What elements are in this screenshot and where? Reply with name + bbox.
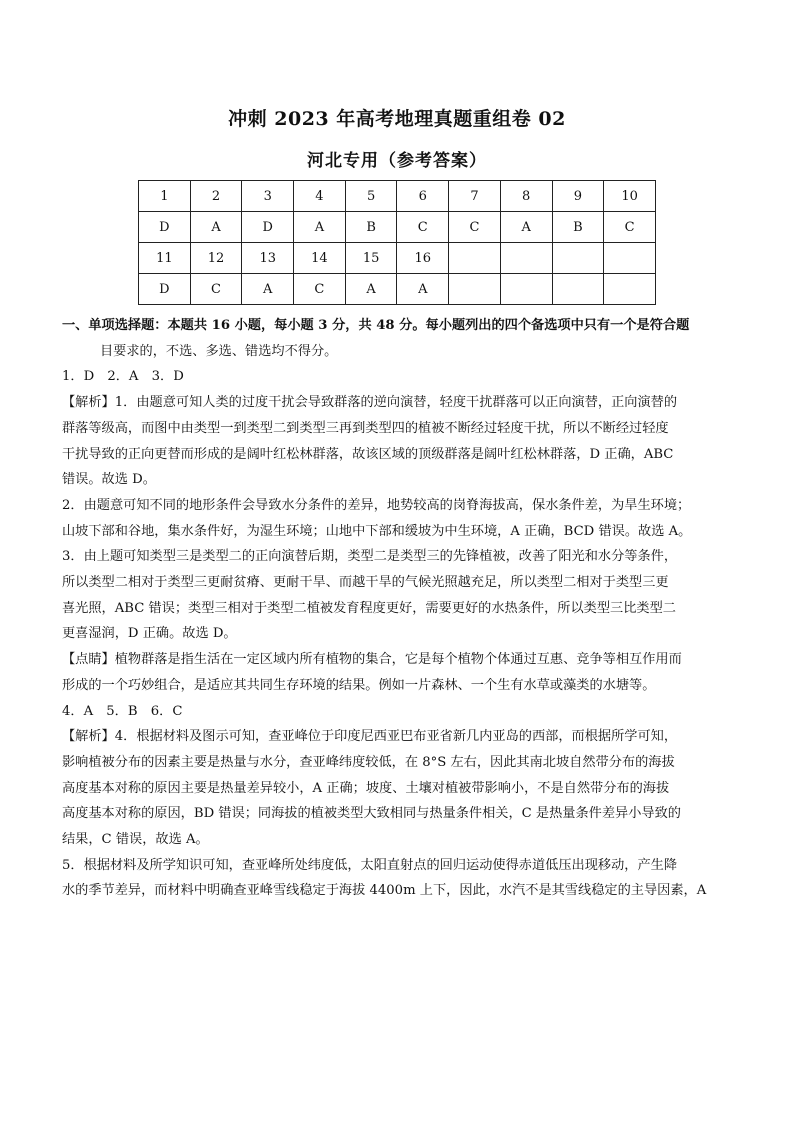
text-line: 5．根据材料及所学知识可知，查亚峰所处纬度低，太阳直射点的回归运动使得赤道低压出现移动，产生降 [62,857,678,873]
answer-body [62,313,774,904]
text-line: 干扰导致的正向更替而形成的是阔叶红松林群落，故该区域的顶级群落是阔叶红松林群落，D 正确，ABC [62,446,674,462]
table-cell: A [242,274,294,305]
table-cell: D [139,274,191,305]
section-heading: 一、单项选择题：本题共 16 小题，每小题 3 分，共 48 分。每小题列出的四个备选项中只有一个是符合题 [62,318,690,333]
answer-lines [62,364,774,904]
table-cell: D [242,212,294,243]
table-cell: B [552,212,604,243]
page-subtitle: 河北专用（参考答案） [307,151,487,171]
table-cell: 9 [552,181,604,212]
page-title: 冲刺 2023 年高考地理真题重组卷 02 [228,108,566,130]
table-cell [604,243,656,274]
text-line: 喜光照，ABC 错误；类型三相对于类型二植被发育程度更好，需要更好的水热条件，所以类型三比类型二 [62,600,676,616]
table-cell: 7 [449,181,501,212]
table-cell: 15 [345,243,397,274]
table-cell: A [345,274,397,305]
table-cell: A [500,212,552,243]
section-heading-cont: 目要求的，不选、多选、错选均不得分。 [100,343,338,359]
table-cell: 11 [139,243,191,274]
table-cell: 2 [190,181,242,212]
text-line: 3．由上题可知类型三是类型二的正向演替后期，类型二是类型三的先锋植被，改善了阳光和水分等条件， [62,549,678,565]
table-cell [552,274,604,305]
text-line: 结果，C 错误，故选 A。 [62,832,209,848]
table-cell [552,243,604,274]
text-line: 影响植被分布的因素主要是热量与水分，查亚峰纬度较低，在 8°S 左右，因此其南北坡自然带分布的海拔 [62,754,675,770]
text-line: 1．D 2．A 3．D [62,369,184,385]
table-row [139,274,656,305]
table-cell: 5 [345,181,397,212]
text-line: 4．A 5．B 6．C [62,703,183,719]
text-line: 错误。故选 D。 [62,472,156,488]
table-cell: 12 [190,243,242,274]
table-cell: C [449,212,501,243]
table-row [139,181,656,212]
table-cell [500,274,552,305]
table-cell: D [139,212,191,243]
table-cell: 13 [242,243,294,274]
table-cell: A [397,274,449,305]
text-line: 【点睛】植物群落是指生活在一定区域内所有植物的集合，它是每个植物个体通过互惠、竞争等相互作用而 [62,652,682,668]
table-cell: A [190,212,242,243]
text-line: 水的季节差异，而材料中明确查亚峰雪线稳定于海拔 4400m 上下，因此，水汽不是其雪线稳定的主导因素，A [62,883,707,899]
table-cell: 4 [294,181,346,212]
text-line: 群落等级高，而图中由类型一到类型二到类型三再到类型四的植被不断经过轻度干扰，所以不断经过轻度 [62,420,669,436]
text-line: 【解析】1．由题意可知人类的过度干扰会导致群落的逆向演替，轻度干扰群落可以正向演替，正向演替的 [62,395,678,411]
table-cell: C [604,212,656,243]
text-line: 形成的一个巧妙组合，是适应其共同生存环境的结果。例如一片森林、一个生有水草或藻类的水塘等。 [62,677,656,693]
table-cell: 10 [604,181,656,212]
table-cell: 14 [294,243,346,274]
answer-table [138,180,656,305]
table-cell: 16 [397,243,449,274]
text-line: 高度基本对称的原因，BD 错误；同海拔的植被类型大致相同与热量条件相关，C 是热量条件差异小导致的 [62,806,681,822]
text-line: 2．由题意可知不同的地形条件会导致水分条件的差异，地势较高的岗脊海拔高，保水条件差，为旱生环境； [62,497,691,513]
text-line: 更喜湿润，D 正确。故选 D。 [62,626,237,642]
table-cell: 1 [139,181,191,212]
table-cell [604,274,656,305]
table-cell [449,243,501,274]
table-cell [449,274,501,305]
table-cell: C [190,274,242,305]
text-line: 山坡下部和谷地，集水条件好，为湿生环境；山地中下部和缓坡为中生环境，A 正确，BCD 错误。故选 A。 [62,523,692,539]
table-cell [500,243,552,274]
table-cell: 8 [500,181,552,212]
table-row [139,243,656,274]
table-cell: C [397,212,449,243]
table-cell: 3 [242,181,294,212]
text-line: 所以类型二相对于类型三更耐贫瘠、更耐干旱、而越干旱的气候光照越充足，所以类型二相对于类型三更 [62,575,669,591]
table-cell: A [294,212,346,243]
table-cell: B [345,212,397,243]
text-line: 【解析】4．根据材料及图示可知，查亚峰位于印度尼西亚巴布亚省新几内亚岛的西部，而根据所学可知， [62,729,678,745]
table-cell: C [294,274,346,305]
table-row [139,212,656,243]
table-cell: 6 [397,181,449,212]
text-line: 高度基本对称的原因主要是热量差异较小，A 正确；坡度、土壤对植被带影响小，不是自然带分布的海拔 [62,780,670,796]
